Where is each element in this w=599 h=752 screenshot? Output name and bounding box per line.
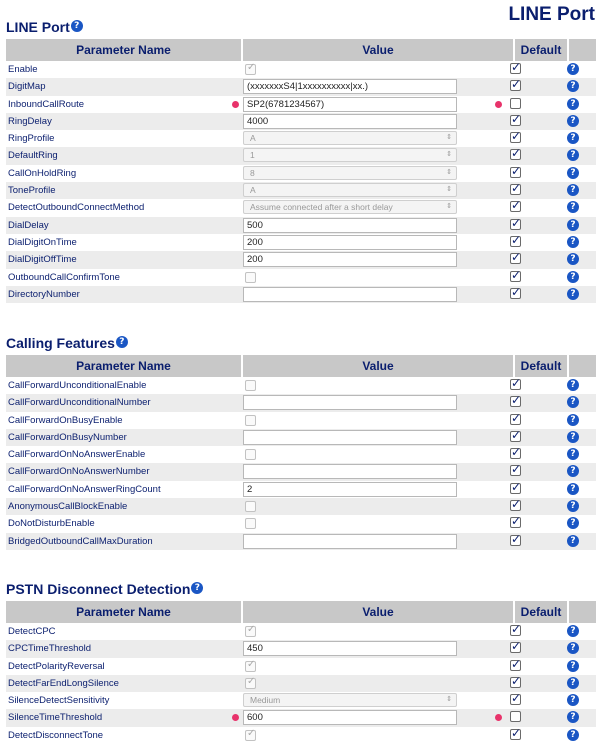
default-checkbox[interactable]: [510, 115, 521, 126]
modified-indicator-icon: [232, 101, 239, 108]
help-icon[interactable]: ?: [567, 396, 579, 408]
parameter-name: BridgedOutboundCallMaxDuration: [8, 535, 153, 547]
silence-time-threshold-input[interactable]: 600: [243, 710, 457, 725]
row-ring-delay: [6, 113, 596, 130]
parameter-name: SilenceDetectSensitivity: [8, 695, 110, 707]
row-call-forward-on-no-answer-number: [6, 463, 596, 480]
directory-number-input[interactable]: [243, 287, 457, 302]
default-checkbox[interactable]: [510, 500, 521, 511]
section-title-label: Calling Features: [6, 335, 115, 351]
call-forward-on-busy-enable-checkbox[interactable]: [245, 415, 256, 426]
value-cell: [243, 516, 457, 531]
default-cell: [510, 431, 523, 444]
header-parameter-name: Parameter Name: [6, 355, 241, 377]
value-cell: [243, 287, 457, 302]
help-icon[interactable]: ?: [567, 98, 579, 110]
row-call-forward-on-no-answer-enable: [6, 446, 596, 463]
default-checkbox[interactable]: [510, 517, 521, 528]
default-checkbox[interactable]: [510, 465, 521, 476]
help-icon[interactable]: ?: [567, 132, 579, 144]
default-checkbox[interactable]: [510, 184, 521, 195]
call-forward-on-no-answer-ring-count-input[interactable]: 2: [243, 482, 457, 497]
call-on-hold-ring-select[interactable]: [243, 166, 457, 180]
parameter-name: InboundCallRoute: [8, 98, 85, 110]
value-cell: [243, 641, 457, 656]
header-value: Value: [243, 39, 513, 61]
dial-digit-on-time-input[interactable]: 200: [243, 235, 457, 250]
default-cell: [510, 711, 523, 724]
parameter-name: DetectFarEndLongSilence: [8, 677, 119, 689]
help-icon[interactable]: ?: [567, 149, 579, 161]
header-help: [569, 601, 596, 623]
header-value: Value: [243, 601, 513, 623]
default-cell: [510, 465, 523, 478]
help-icon[interactable]: ?: [116, 336, 128, 348]
call-forward-on-busy-number-input[interactable]: [243, 430, 457, 445]
value-cell: [243, 464, 457, 479]
default-cell: [510, 219, 523, 232]
help-icon[interactable]: ?: [567, 271, 579, 283]
value-cell: [243, 148, 457, 163]
header-help: [569, 39, 596, 61]
table-header: [6, 601, 596, 623]
default-checkbox[interactable]: [510, 625, 521, 636]
section-title-label: LINE Port: [6, 19, 70, 35]
help-icon[interactable]: ?: [567, 500, 579, 512]
value-cell: [243, 624, 457, 639]
default-cell: [510, 414, 523, 427]
row-dial-delay: [6, 217, 596, 234]
modified-indicator-icon: [232, 714, 239, 721]
parameter-name: DoNotDisturbEnable: [8, 518, 95, 530]
default-checkbox[interactable]: [510, 253, 521, 264]
value-cell: [243, 395, 457, 410]
value-cell: [243, 270, 457, 285]
value-cell: [243, 62, 457, 77]
row-tone-profile: [6, 182, 596, 199]
parameter-name: CallForwardOnNoAnswerEnable: [8, 449, 146, 461]
detect-outbound-connect-method-select[interactable]: [243, 200, 457, 214]
parameter-name: DetectOutboundConnectMethod: [8, 202, 145, 214]
header-default: Default: [515, 355, 567, 377]
parameter-name: CallForwardOnBusyEnable: [8, 414, 123, 426]
header-default: Default: [515, 39, 567, 61]
row-silence-detect-sensitivity: [6, 692, 596, 709]
value-cell: [243, 183, 457, 198]
cpctime-threshold-input[interactable]: 450: [243, 641, 457, 656]
parameter-name: CallForwardOnNoAnswerRingCount: [8, 483, 161, 495]
parameter-name: DigitMap: [8, 81, 46, 93]
ring-profile-select[interactable]: [243, 131, 457, 145]
tone-profile-select[interactable]: [243, 183, 457, 197]
value-cell: [243, 235, 457, 250]
row-digit-map: [6, 78, 596, 95]
silence-detect-sensitivity-select[interactable]: [243, 693, 457, 707]
value-cell: [243, 447, 457, 462]
section-title: [6, 580, 596, 598]
help-icon[interactable]: ?: [567, 642, 579, 654]
default-cell: [510, 253, 523, 266]
value-cell: [243, 693, 457, 708]
detect-disconnect-tone-checkbox[interactable]: [245, 730, 256, 741]
row-call-forward-on-no-answer-ring-count: [6, 481, 596, 498]
default-cell: [510, 625, 523, 638]
row-ring-profile: [6, 130, 596, 147]
select-value: Assume connected after a short delay: [250, 202, 393, 213]
help-icon[interactable]: ?: [567, 219, 579, 231]
default-cell: [510, 80, 523, 93]
value-cell: [243, 131, 457, 146]
help-icon[interactable]: ?: [567, 288, 579, 300]
updown-arrow-icon: ⇕: [446, 696, 452, 704]
select-value: A: [250, 185, 256, 196]
default-checkbox[interactable]: [510, 236, 521, 247]
parameter-name: CallForwardOnBusyNumber: [8, 431, 127, 443]
default-cell: [510, 694, 523, 707]
row-bridged-outbound-call-max-duration: [6, 533, 596, 550]
parameter-name: CPCTimeThreshold: [8, 643, 92, 655]
value-cell: [243, 659, 457, 674]
default-cell: [510, 63, 523, 76]
default-cell: [510, 98, 523, 111]
help-icon[interactable]: ?: [567, 517, 579, 529]
default-cell: [510, 132, 523, 145]
help-icon[interactable]: ?: [567, 677, 579, 689]
default-checkbox[interactable]: [510, 63, 521, 74]
default-checkbox[interactable]: [510, 271, 521, 282]
default-cell: [510, 184, 523, 197]
default-checkbox[interactable]: [510, 483, 521, 494]
parameter-name: DetectPolarityReversal: [8, 660, 105, 672]
default-cell: [510, 535, 523, 548]
parameter-name: RingProfile: [8, 133, 55, 145]
parameter-name: Enable: [8, 64, 38, 75]
value-cell: [243, 430, 457, 445]
bridged-outbound-call-max-duration-input[interactable]: [243, 534, 457, 549]
parameter-name: RingDelay: [8, 115, 52, 127]
value-cell: [243, 499, 457, 514]
parameter-name: OutboundCallConfirmTone: [8, 271, 120, 283]
table-header: [6, 355, 596, 377]
help-icon[interactable]: ?: [567, 184, 579, 196]
table-header: [6, 39, 596, 61]
ring-delay-input[interactable]: 4000: [243, 114, 457, 129]
help-icon[interactable]: ?: [567, 115, 579, 127]
default-cell: [510, 642, 523, 655]
anonymous-call-block-enable-checkbox[interactable]: [245, 501, 256, 512]
updown-arrow-icon: ⇕: [446, 151, 452, 159]
default-checkbox[interactable]: [510, 201, 521, 212]
row-dial-digit-off-time: [6, 251, 596, 268]
select-value: Medium: [250, 695, 281, 706]
default-cell: [510, 677, 523, 690]
help-icon[interactable]: ?: [567, 625, 579, 637]
value-cell: [243, 200, 457, 215]
parameter-name: DetectDisconnectTone: [8, 729, 104, 741]
default-checkbox[interactable]: [510, 729, 521, 740]
parameter-name: CallForwardUnconditionalEnable: [8, 380, 147, 391]
default-cell: [510, 729, 523, 742]
row-default-ring: [6, 147, 596, 164]
section-calling-features: [6, 334, 596, 550]
row-call-on-hold-ring: [6, 165, 596, 182]
enable-checkbox[interactable]: [245, 64, 256, 75]
default-checkbox[interactable]: [510, 167, 521, 178]
default-checkbox[interactable]: [510, 414, 521, 425]
select-value: 8: [250, 167, 255, 178]
default-cell: [510, 379, 523, 392]
row-detect-far-end-long-silence: [6, 675, 596, 692]
call-forward-unconditional-enable-checkbox[interactable]: [245, 380, 256, 391]
default-checkbox[interactable]: [510, 396, 521, 407]
parameter-name: CallForwardOnNoAnswerNumber: [8, 466, 150, 478]
default-cell: [510, 115, 523, 128]
help-icon[interactable]: ?: [567, 379, 579, 391]
updown-arrow-icon: ⇕: [446, 168, 452, 176]
value-cell: [243, 534, 457, 549]
default-cell: [510, 167, 523, 180]
default-checkbox[interactable]: [510, 694, 521, 705]
help-icon[interactable]: ?: [567, 167, 579, 179]
help-icon[interactable]: ?: [567, 483, 579, 495]
row-silence-time-threshold: [6, 709, 596, 726]
row-detect-polarity-reversal: [6, 658, 596, 675]
row-anonymous-call-block-enable: [6, 498, 596, 515]
help-icon[interactable]: ?: [567, 414, 579, 426]
default-checkbox[interactable]: [510, 288, 521, 299]
default-checkbox[interactable]: [510, 642, 521, 653]
default-checkbox[interactable]: [510, 132, 521, 143]
call-forward-unconditional-number-input[interactable]: [243, 395, 457, 410]
header-value: Value: [243, 355, 513, 377]
value-cell: [243, 114, 457, 129]
dial-delay-input[interactable]: 500: [243, 218, 457, 233]
value-cell: [243, 676, 457, 691]
parameter-name: DialDigitOffTime: [8, 254, 77, 266]
default-checkbox[interactable]: [510, 448, 521, 459]
help-icon[interactable]: ?: [567, 711, 579, 723]
section-title: [6, 18, 596, 36]
help-icon[interactable]: ?: [567, 660, 579, 672]
header-parameter-name: Parameter Name: [6, 601, 241, 623]
value-cell: [243, 97, 457, 112]
modified-indicator-icon: [495, 714, 502, 721]
default-cell: [510, 396, 523, 409]
detect-polarity-reversal-checkbox[interactable]: [245, 661, 256, 672]
parameter-name: DialDigitOnTime: [8, 236, 77, 248]
value-cell: [243, 166, 457, 181]
default-checkbox[interactable]: [510, 431, 521, 442]
header-default: Default: [515, 601, 567, 623]
parameter-name: DefaultRing: [8, 150, 58, 162]
select-value: 1: [250, 150, 255, 161]
parameter-name: SilenceTimeThreshold: [8, 712, 103, 724]
value-cell: [243, 79, 457, 94]
value-cell: [243, 378, 457, 393]
value-cell: [243, 728, 457, 743]
row-call-forward-unconditional-enable: [6, 377, 596, 394]
help-icon[interactable]: ?: [567, 63, 579, 75]
default-checkbox[interactable]: [510, 149, 521, 160]
row-detect-outbound-connect-method: [6, 199, 596, 216]
detect-cpc-checkbox[interactable]: [245, 626, 256, 637]
parameter-name: DirectoryNumber: [8, 288, 80, 300]
page-title: LINE Port: [508, 4, 595, 25]
value-cell: [243, 710, 457, 725]
digit-map-input[interactable]: (xxxxxxxS4|1xxxxxxxxxx|xx.): [243, 79, 457, 94]
updown-arrow-icon: ⇕: [446, 134, 452, 142]
dial-digit-off-time-input[interactable]: 200: [243, 252, 457, 267]
help-icon[interactable]: ?: [567, 236, 579, 248]
row-call-forward-on-busy-enable: [6, 412, 596, 429]
row-directory-number: [6, 286, 596, 303]
default-checkbox[interactable]: [510, 219, 521, 230]
parameter-name: DialDelay: [8, 219, 49, 231]
row-call-forward-on-busy-number: [6, 429, 596, 446]
header-help: [569, 355, 596, 377]
default-cell: [510, 236, 523, 249]
value-cell: [243, 413, 457, 428]
value-cell: [243, 252, 457, 267]
row-do-not-disturb-enable: [6, 515, 596, 532]
call-forward-on-no-answer-enable-checkbox[interactable]: [245, 449, 256, 460]
help-icon[interactable]: ?: [567, 729, 579, 741]
default-cell: [510, 288, 523, 301]
detect-far-end-long-silence-checkbox[interactable]: [245, 678, 256, 689]
default-cell: [510, 448, 523, 461]
call-forward-on-no-answer-number-input[interactable]: [243, 464, 457, 479]
default-checkbox[interactable]: [510, 535, 521, 546]
do-not-disturb-enable-checkbox[interactable]: [245, 518, 256, 529]
row-outbound-call-confirm-tone: [6, 269, 596, 286]
default-cell: [510, 500, 523, 513]
modified-indicator-icon: [495, 101, 502, 108]
section-line-port: [6, 18, 596, 303]
row-inbound-call-route: [6, 96, 596, 113]
updown-arrow-icon: ⇕: [446, 186, 452, 194]
default-cell: [510, 660, 523, 673]
section-title: [6, 334, 596, 352]
row-cpctime-threshold: [6, 640, 596, 657]
inbound-call-route-input[interactable]: SP2(6781234567): [243, 97, 457, 112]
row-detect-disconnect-tone: [6, 727, 596, 744]
help-icon[interactable]: ?: [71, 20, 83, 32]
default-checkbox[interactable]: [510, 98, 521, 109]
help-icon[interactable]: ?: [567, 253, 579, 265]
parameter-name: CallOnHoldRing: [8, 167, 77, 179]
parameter-name: ToneProfile: [8, 185, 56, 197]
section-pstn-disconnect-detection: [6, 580, 596, 744]
section-title-label: PSTN Disconnect Detection: [6, 581, 191, 597]
help-icon[interactable]: ?: [567, 465, 579, 477]
default-checkbox[interactable]: [510, 379, 521, 390]
help-icon[interactable]: ?: [567, 80, 579, 92]
default-checkbox[interactable]: [510, 711, 521, 722]
header-parameter-name: Parameter Name: [6, 39, 241, 61]
default-checkbox[interactable]: [510, 80, 521, 91]
parameter-name: DetectCPC: [8, 626, 56, 637]
default-cell: [510, 271, 523, 284]
select-value: A: [250, 133, 256, 144]
help-icon[interactable]: ?: [567, 694, 579, 706]
row-detect-cpc: [6, 623, 596, 640]
parameter-name: CallForwardUnconditionalNumber: [8, 397, 151, 409]
outbound-call-confirm-tone-checkbox[interactable]: [245, 272, 256, 283]
help-icon[interactable]: ?: [567, 431, 579, 443]
default-checkbox[interactable]: [510, 660, 521, 671]
help-icon[interactable]: ?: [567, 201, 579, 213]
row-enable: [6, 61, 596, 78]
row-dial-digit-on-time: [6, 234, 596, 251]
value-cell: [243, 482, 457, 497]
value-cell: [243, 218, 457, 233]
default-checkbox[interactable]: [510, 677, 521, 688]
default-cell: [510, 201, 523, 214]
default-cell: [510, 517, 523, 530]
help-icon[interactable]: ?: [191, 582, 203, 594]
row-call-forward-unconditional-number: [6, 394, 596, 411]
default-cell: [510, 483, 523, 496]
parameter-name: AnonymousCallBlockEnable: [8, 501, 128, 513]
help-icon[interactable]: ?: [567, 448, 579, 460]
help-icon[interactable]: ?: [567, 535, 579, 547]
default-ring-select[interactable]: [243, 148, 457, 162]
updown-arrow-icon: ⇕: [446, 203, 452, 211]
default-cell: [510, 149, 523, 162]
